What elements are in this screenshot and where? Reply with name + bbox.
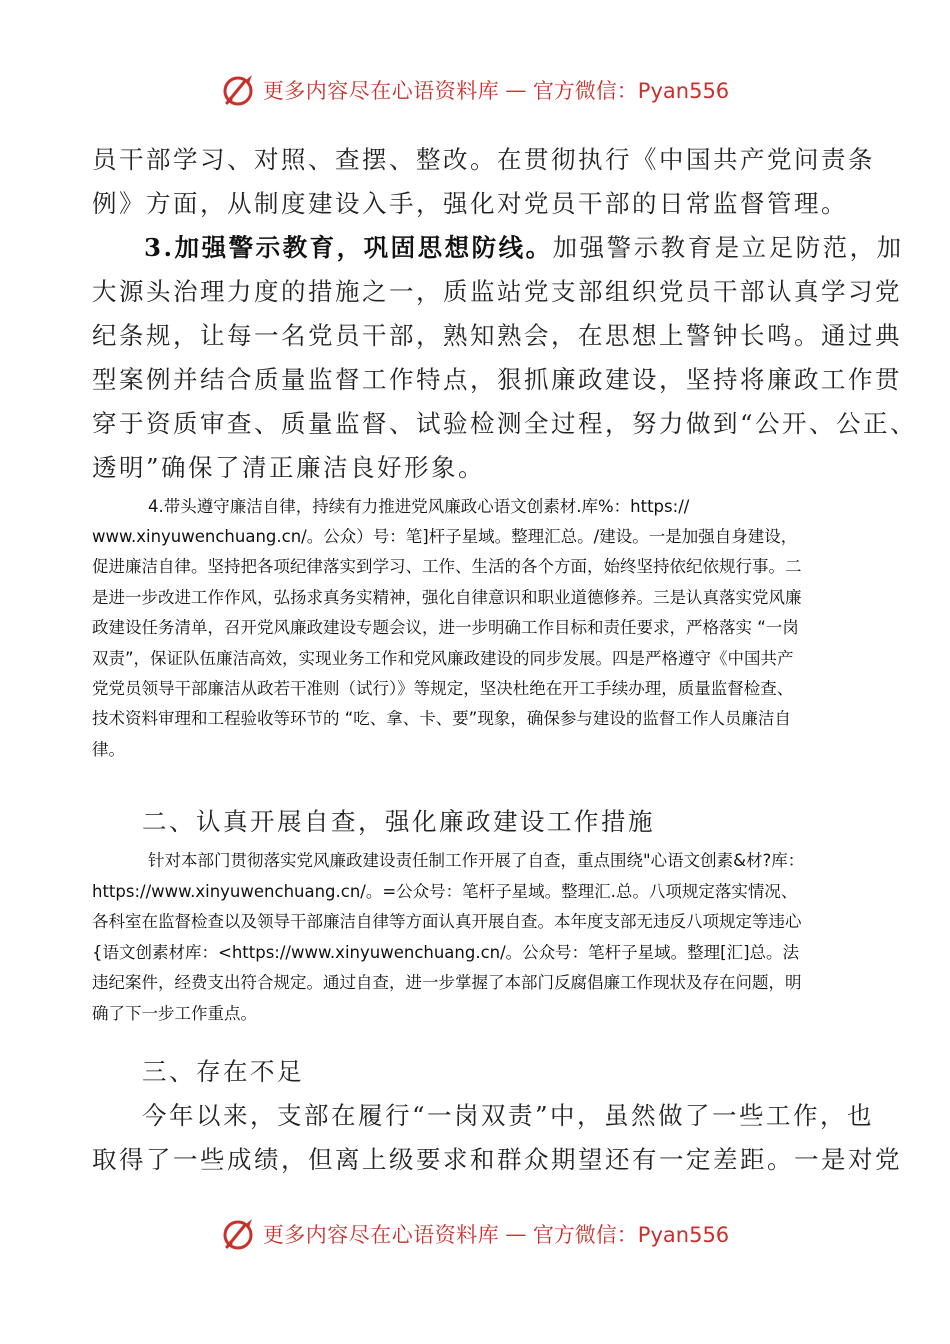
paragraph-5 [92, 1138, 902, 1182]
banner-text: 更多内容尽在心语资料库 [262, 79, 500, 103]
text-line: 技术资料审理和工程验收等环节的 “吃、拿、卡、要”现象，确保参与建设的监督工作人员廉洁自 [92, 709, 791, 729]
text-line: 取得了一些成绩，但离上级要求和群众期望还有一定差距。一是对党 [92, 1145, 902, 1174]
text-line: 型案例并结合质量监督工作特点，狠抓廉政建设，坚持将廉政工作贯 [92, 365, 902, 394]
brush-pen-logo-icon [221, 1216, 257, 1252]
text-line: 纪条规，让每一名党员干部，熟知熟会，在思想上警钟长鸣。通过典 [92, 321, 902, 350]
text-line: 针对本部门贯彻落实党风廉政建设责任制工作开展了自查，重点围绕"心语文创素&材?库： [148, 851, 805, 870]
section-heading-3: 三、存在不足 [142, 1057, 304, 1086]
text-line: 确了下一步工作重点。 [92, 1003, 257, 1023]
paragraph-4 [92, 877, 862, 1029]
paragraph-1 [92, 138, 882, 226]
text-line: https://www.xinyuwenchuang.cn/。=公众号：笔杆子星域。整理汇.总。八项规定落实情况、 [92, 882, 798, 901]
text-line: 穿于资质审查、质量监督、试验检测全过程，努力做到“公开、公正、 [92, 409, 918, 438]
text-line: 是进一步改进工作作风，弘扬求真务实精神，强化自律意识和职业道德修养。三是认真落实党风廉 [92, 587, 802, 607]
paragraph-4-first [148, 846, 918, 876]
brush-pen-logo-icon [221, 72, 257, 108]
text-line: 促进廉洁自律。坚持把各项纪律落实到学习、工作、生活的各个方面，始终坚持依纪依规行事。二 [92, 557, 802, 577]
paragraph-5-first [142, 1094, 932, 1138]
paragraph-3 [92, 522, 862, 765]
footer-banner [0, 1216, 950, 1256]
text-line: 违纪案件，经费支出符合规定。通过自查，进一步掌握了本部门反腐倡廉工作现状及存在问题，明 [92, 973, 802, 993]
text-line: 大源头治理力度的措施之一，质监站党支部组织党员干部认真学习党 [92, 277, 902, 306]
paragraph-2 [144, 226, 934, 270]
banner-dash: — [505, 78, 527, 102]
text-line: 例》方面，从制度建设入手，强化对党员干部的日常监督管理。 [92, 189, 848, 218]
paragraph-heading: 3.加强警示教育，巩固思想防线。 [144, 233, 553, 262]
header-banner [0, 72, 950, 112]
text-line: 加强警示教育是立足防范，加 [552, 233, 904, 262]
text-line: 政建设任务清单，召开党风廉政建设专题会议，进一步明确工作目标和责任要求，严格落实 “一岗 [92, 618, 799, 638]
paragraph-2-body [92, 270, 918, 490]
text-line: 透明”确保了清正廉洁良好形象。 [92, 453, 486, 482]
text-line: 党党员领导干部廉洁从政若干准则（试行）》等规定，坚决杜绝在开工手续办理，质量监督检查、 [92, 679, 794, 699]
banner-dash: — [505, 1222, 527, 1246]
text-line: 律。 [92, 739, 125, 759]
text-line: 各科室在监督检查以及领导干部廉洁自律等方面认真开展自查。本年度支部无违反八项规定等违心 [92, 912, 802, 932]
banner-wechat: 官方微信：Pyan556 [532, 1223, 730, 1247]
text-line: 今年以来，支部在履行“一岗双责”中，虽然做了一些工作，也 [142, 1101, 875, 1130]
banner-wechat: 官方微信：Pyan556 [532, 79, 730, 103]
text-line: 4.带头遵守廉洁自律，持续有力推进党风廉政心语文创素材.库%：https:// [148, 497, 690, 516]
section-heading-2: 二、认真开展自查，强化廉政建设工作措施 [142, 807, 655, 836]
banner-text: 更多内容尽在心语资料库 [262, 1223, 500, 1247]
paragraph-3-first [148, 492, 918, 522]
text-line: www.xinyuwenchuang.cn/。公众）号：笔]杆子星域。整理汇总。/建设。一是加强自身建设， [92, 527, 798, 546]
text-line: 员干部学习、对照、查摆、整改。在贯彻执行《中国共产党问责条 [92, 145, 875, 174]
text-line: {语文创素材库：<https://www.xinyuwenchuang.cn/。公众号：笔杆子星域。整理[汇]总。法 [92, 942, 800, 962]
text-line: 双责”，保证队伍廉洁高效，实现业务工作和党风廉政建设的同步发展。四是严格遵守《中国共产 [92, 648, 794, 668]
